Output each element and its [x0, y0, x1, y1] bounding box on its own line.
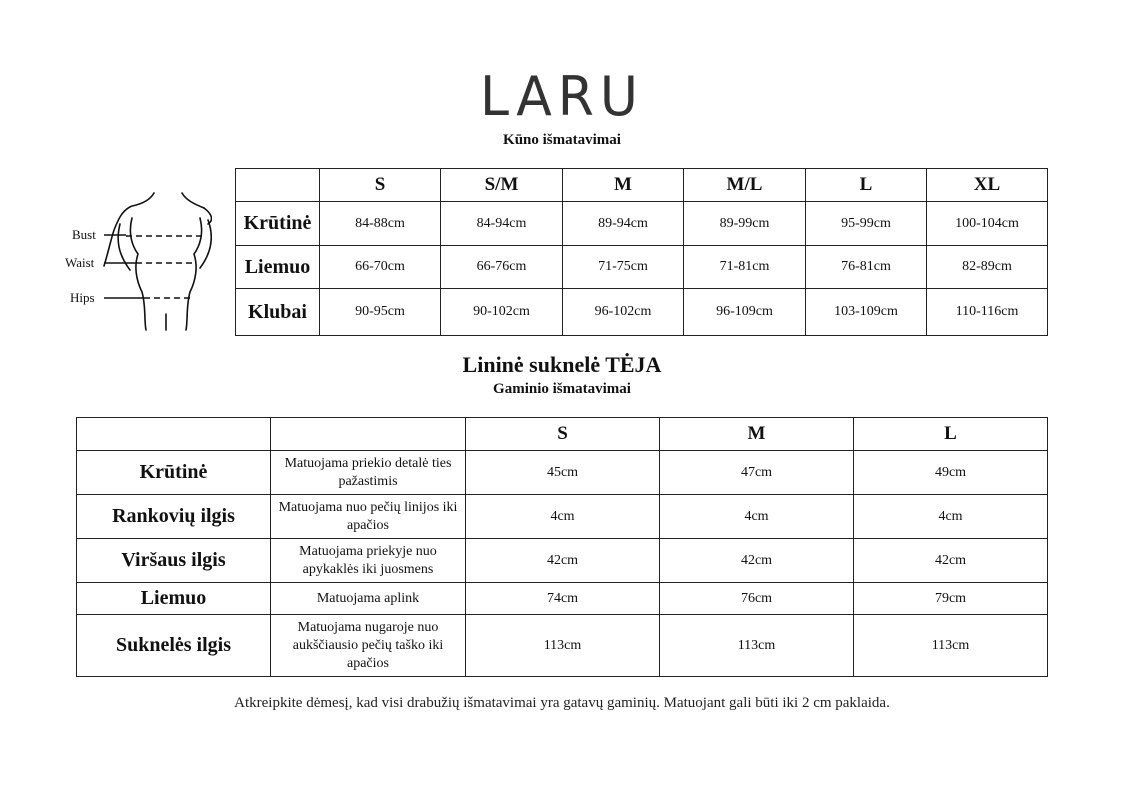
table-cell: 100-104cm [927, 202, 1048, 246]
table-cell: 42cm [466, 539, 660, 583]
table-cell: 42cm [660, 539, 854, 583]
table-cell: 49cm [854, 451, 1048, 495]
table-cell: 42cm [854, 539, 1048, 583]
table-row [77, 583, 1048, 615]
row-label: Krūtinė [236, 202, 320, 246]
table-row [236, 246, 1048, 289]
size-header: S/M [441, 169, 563, 202]
size-header: M [563, 169, 684, 202]
table-cell: 47cm [660, 451, 854, 495]
row-description: Matuojama aplink [271, 583, 466, 615]
row-description: Matuojama nugaroje nuo aukščiausio pečių taško iki apačios [271, 615, 466, 677]
size-header: S [320, 169, 441, 202]
table-row [77, 495, 1048, 539]
brand-logo: LARU [480, 65, 644, 129]
table-cell: 66-70cm [320, 246, 441, 289]
size-header: L [854, 418, 1048, 451]
header-empty-cell [77, 418, 271, 451]
header-empty-cell [271, 418, 466, 451]
size-header: XL [927, 169, 1048, 202]
table-cell: 95-99cm [806, 202, 927, 246]
figure-label-hips: Hips [70, 290, 95, 305]
table-header-row [77, 418, 1048, 451]
product-measurements-subtitle: Gaminio išmatavimai [493, 381, 631, 397]
row-label: Viršaus ilgis [77, 539, 271, 583]
table-cell: 113cm [660, 615, 854, 677]
body-measurements-table [235, 168, 1048, 336]
table-cell: 71-75cm [563, 246, 684, 289]
table-cell: 113cm [854, 615, 1048, 677]
figure-label-waist: Waist [65, 255, 95, 270]
size-header: M [660, 418, 854, 451]
table-cell: 82-89cm [927, 246, 1048, 289]
header-empty-cell [236, 169, 320, 202]
figure-label-bust: Bust [72, 227, 96, 242]
table-cell: 4cm [854, 495, 1048, 539]
row-description: Matuojama priekyje nuo apykaklės iki juosmens [271, 539, 466, 583]
table-cell: 66-76cm [441, 246, 563, 289]
product-measurements-table [76, 417, 1048, 677]
size-header: M/L [684, 169, 806, 202]
table-cell: 110-116cm [927, 289, 1048, 336]
table-cell: 113cm [466, 615, 660, 677]
measurement-note: Atkreipkite dėmesį, kad visi drabužių išmatavimai yra gatavų gaminių. Matuojant gali būti iki 2 cm paklaida. [234, 695, 890, 711]
table-cell: 90-102cm [441, 289, 563, 336]
table-cell: 84-94cm [441, 202, 563, 246]
table-cell: 76-81cm [806, 246, 927, 289]
table-cell: 79cm [854, 583, 1048, 615]
table-cell: 45cm [466, 451, 660, 495]
row-description: Matuojama priekio detalė ties pažastimis [271, 451, 466, 495]
table-cell: 71-81cm [684, 246, 806, 289]
product-title: Lininė suknelė TĖJA [462, 352, 662, 377]
table-row [77, 615, 1048, 677]
table-row [236, 289, 1048, 336]
table-header-row [236, 169, 1048, 202]
row-label: Suknelės ilgis [77, 615, 271, 677]
body-measurements-title: Kūno išmatavimai [503, 132, 621, 148]
row-label: Liemuo [236, 246, 320, 289]
table-cell: 4cm [660, 495, 854, 539]
table-row [77, 451, 1048, 495]
table-cell: 4cm [466, 495, 660, 539]
table-cell: 90-95cm [320, 289, 441, 336]
table-cell: 89-94cm [563, 202, 684, 246]
size-header: L [806, 169, 927, 202]
table-cell: 96-109cm [684, 289, 806, 336]
table-cell: 76cm [660, 583, 854, 615]
table-row [77, 539, 1048, 583]
table-row [236, 202, 1048, 246]
table-cell: 89-99cm [684, 202, 806, 246]
row-label: Liemuo [77, 583, 271, 615]
row-description: Matuojama nuo pečių linijos iki apačios [271, 495, 466, 539]
table-cell: 96-102cm [563, 289, 684, 336]
size-header: S [466, 418, 660, 451]
row-label: Krūtinė [77, 451, 271, 495]
table-cell: 84-88cm [320, 202, 441, 246]
row-label: Klubai [236, 289, 320, 336]
table-cell: 103-109cm [806, 289, 927, 336]
row-label: Rankovių ilgis [77, 495, 271, 539]
table-cell: 74cm [466, 583, 660, 615]
